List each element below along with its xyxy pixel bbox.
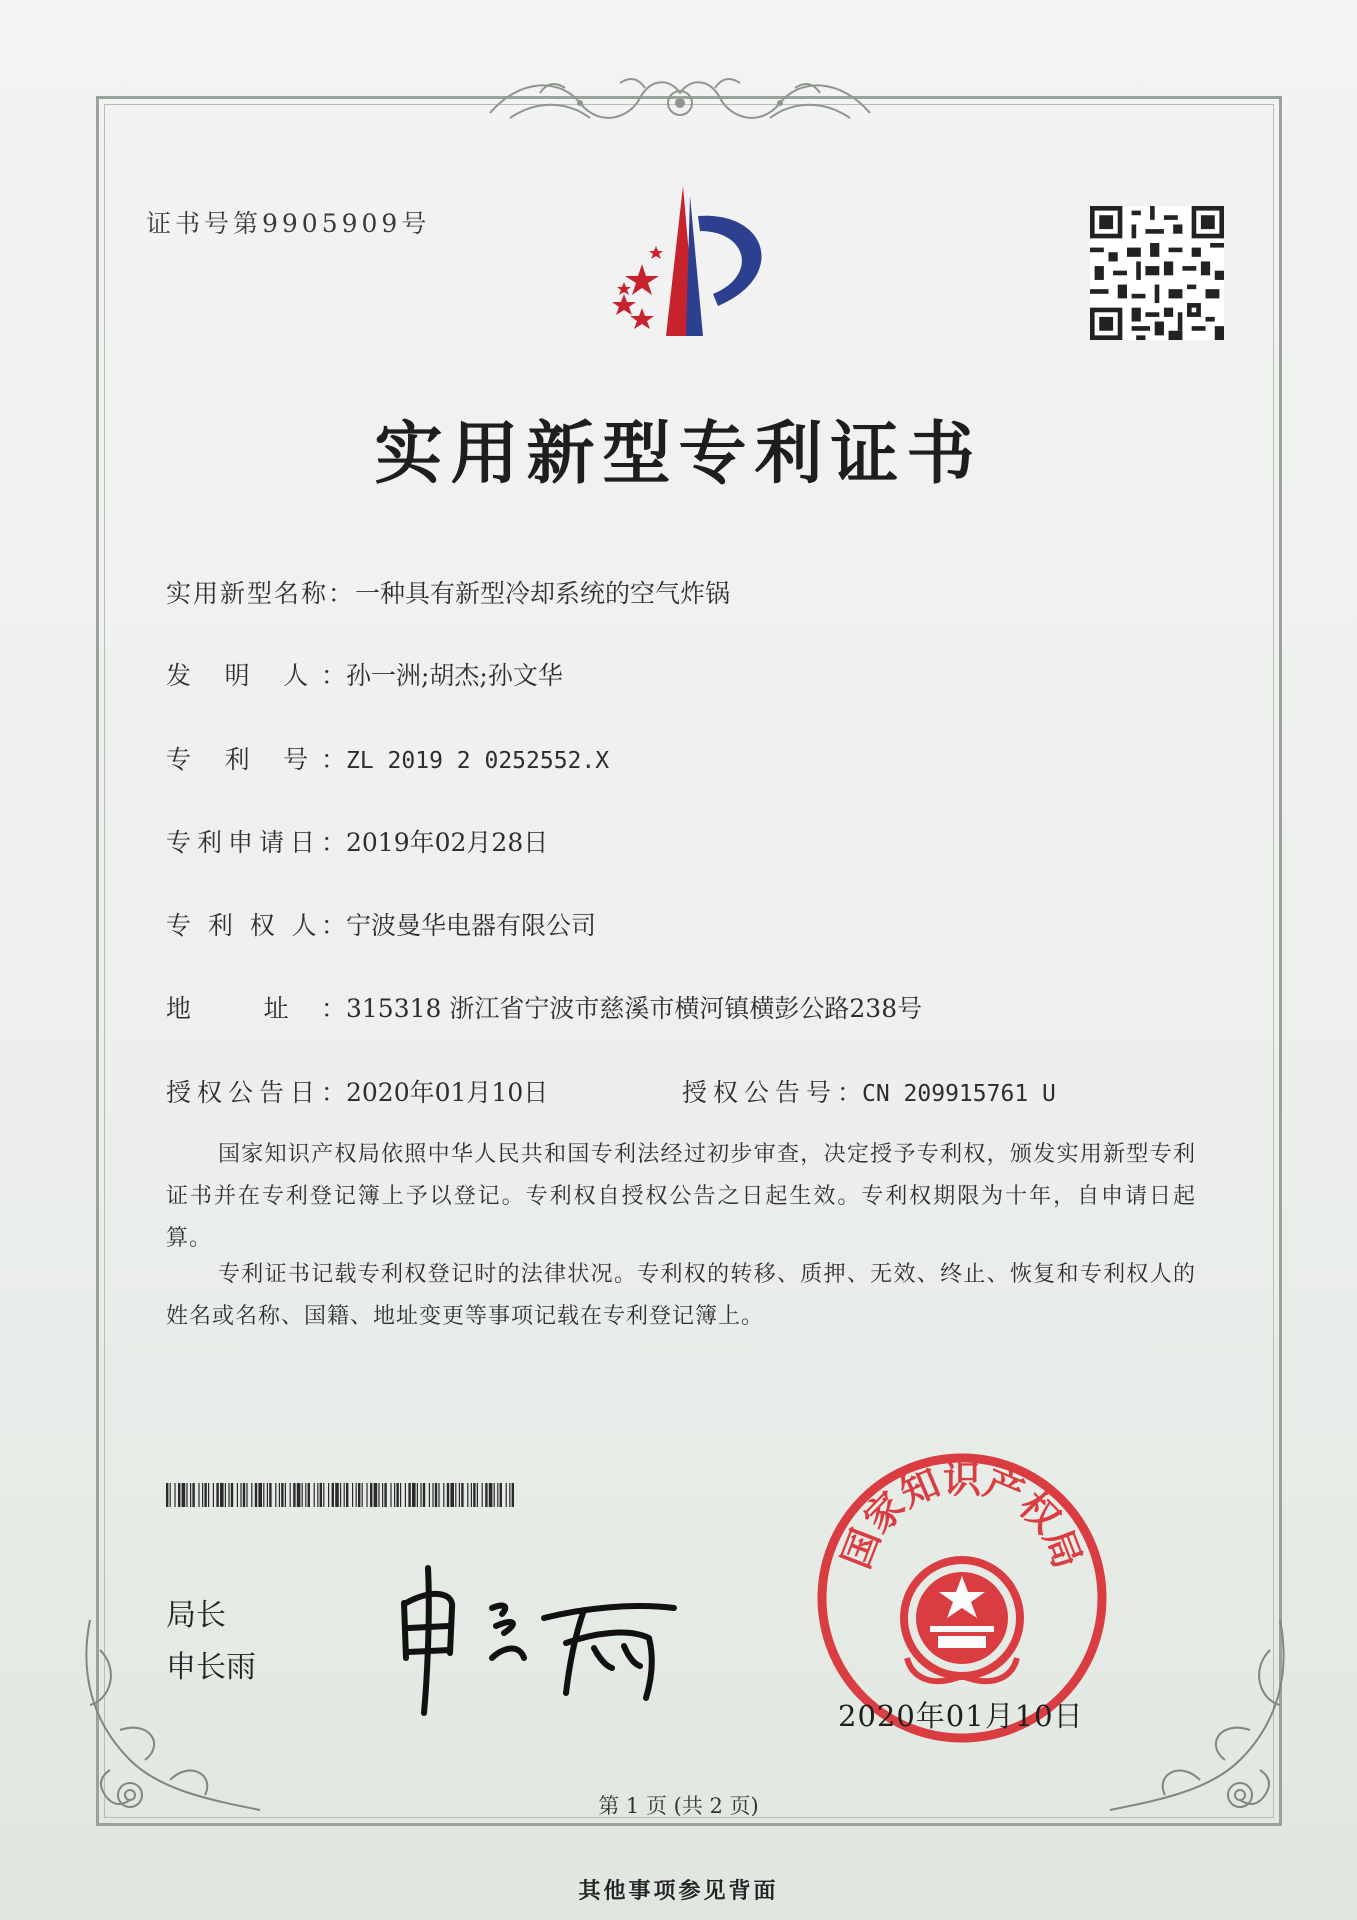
- grant-announcement-date-field: [166, 1073, 548, 1109]
- qr-code-icon[interactable]: [1090, 206, 1224, 340]
- handwritten-signature: [384, 1548, 694, 1718]
- patentee-value: 宁波曼华电器有限公司: [346, 911, 597, 940]
- field-label: 专 利 权 人：: [166, 911, 346, 940]
- document-title: 实用新型专利证书: [374, 414, 983, 494]
- grant-announcement-number-value: CN 209915761 U: [862, 1081, 1056, 1107]
- inventors-field: [166, 656, 563, 692]
- ornament-icon: [480, 58, 880, 138]
- field-label: 地 址：: [166, 994, 346, 1023]
- field-label: 发 明 人：: [166, 661, 346, 690]
- grant-statement-paragraph: 国家知识产权局依照中华人民共和国专利法经过初步审查，决定授予专利权，颁发实用新型专利证书并在专利登记簿上予以登记。专利权自授权公告之日起生效。专利权期限为十年，自申请日起算。: [166, 1142, 1196, 1251]
- application-date-value: 2019年02月28日: [346, 828, 549, 857]
- signatory-name: 申长雨: [166, 1650, 256, 1685]
- field-label: 实用新型名称：: [166, 579, 356, 608]
- seal-date: 2020年01月10日: [838, 1699, 1084, 1733]
- field-label: 授权公告日：: [166, 1078, 346, 1107]
- legal-status-paragraph: 专利证书记载专利权登记时的法律状况。专利权的转移、质押、无效、终止、恢复和专利权人的姓名或名称、国籍、地址变更等事项记载在专利登记簿上。: [166, 1262, 1196, 1329]
- footer-note: 其他事项参见背面: [578, 1879, 779, 1904]
- field-label: 授权公告号：: [682, 1078, 862, 1107]
- field-label: 专利申请日：: [166, 828, 346, 857]
- patent-emblem-icon: [578, 186, 803, 351]
- field-label: 专 利 号：: [166, 745, 346, 774]
- address-value: 315318 浙江省宁波市慈溪市横河镇横彭公路238号: [346, 994, 923, 1023]
- grant-announcement-date-value: 2020年01月10日: [346, 1078, 549, 1107]
- patentee-field: [166, 906, 596, 942]
- certificate-number: 证书号第9905909号: [146, 209, 431, 238]
- grant-announcement-number-field: [682, 1073, 1056, 1109]
- signatory-title: 局长: [166, 1598, 226, 1633]
- utility-model-name-value: 一种具有新型冷却系统的空气炸锅: [355, 579, 731, 608]
- barcode-icon: [166, 1483, 516, 1507]
- inventors-value: 孙一洲;胡杰;孙文华: [346, 661, 563, 690]
- address-field: [166, 989, 922, 1025]
- seal-text: 国家知识产权局: [833, 1457, 1091, 1575]
- patent-number-field: [166, 740, 609, 776]
- patent-number-value: ZL 2019 2 0252552.X: [346, 748, 610, 774]
- application-date-field: [166, 823, 548, 859]
- utility-model-name-field: [166, 574, 730, 610]
- page-indicator: 第 1 页 (共 2 页): [598, 1794, 759, 1818]
